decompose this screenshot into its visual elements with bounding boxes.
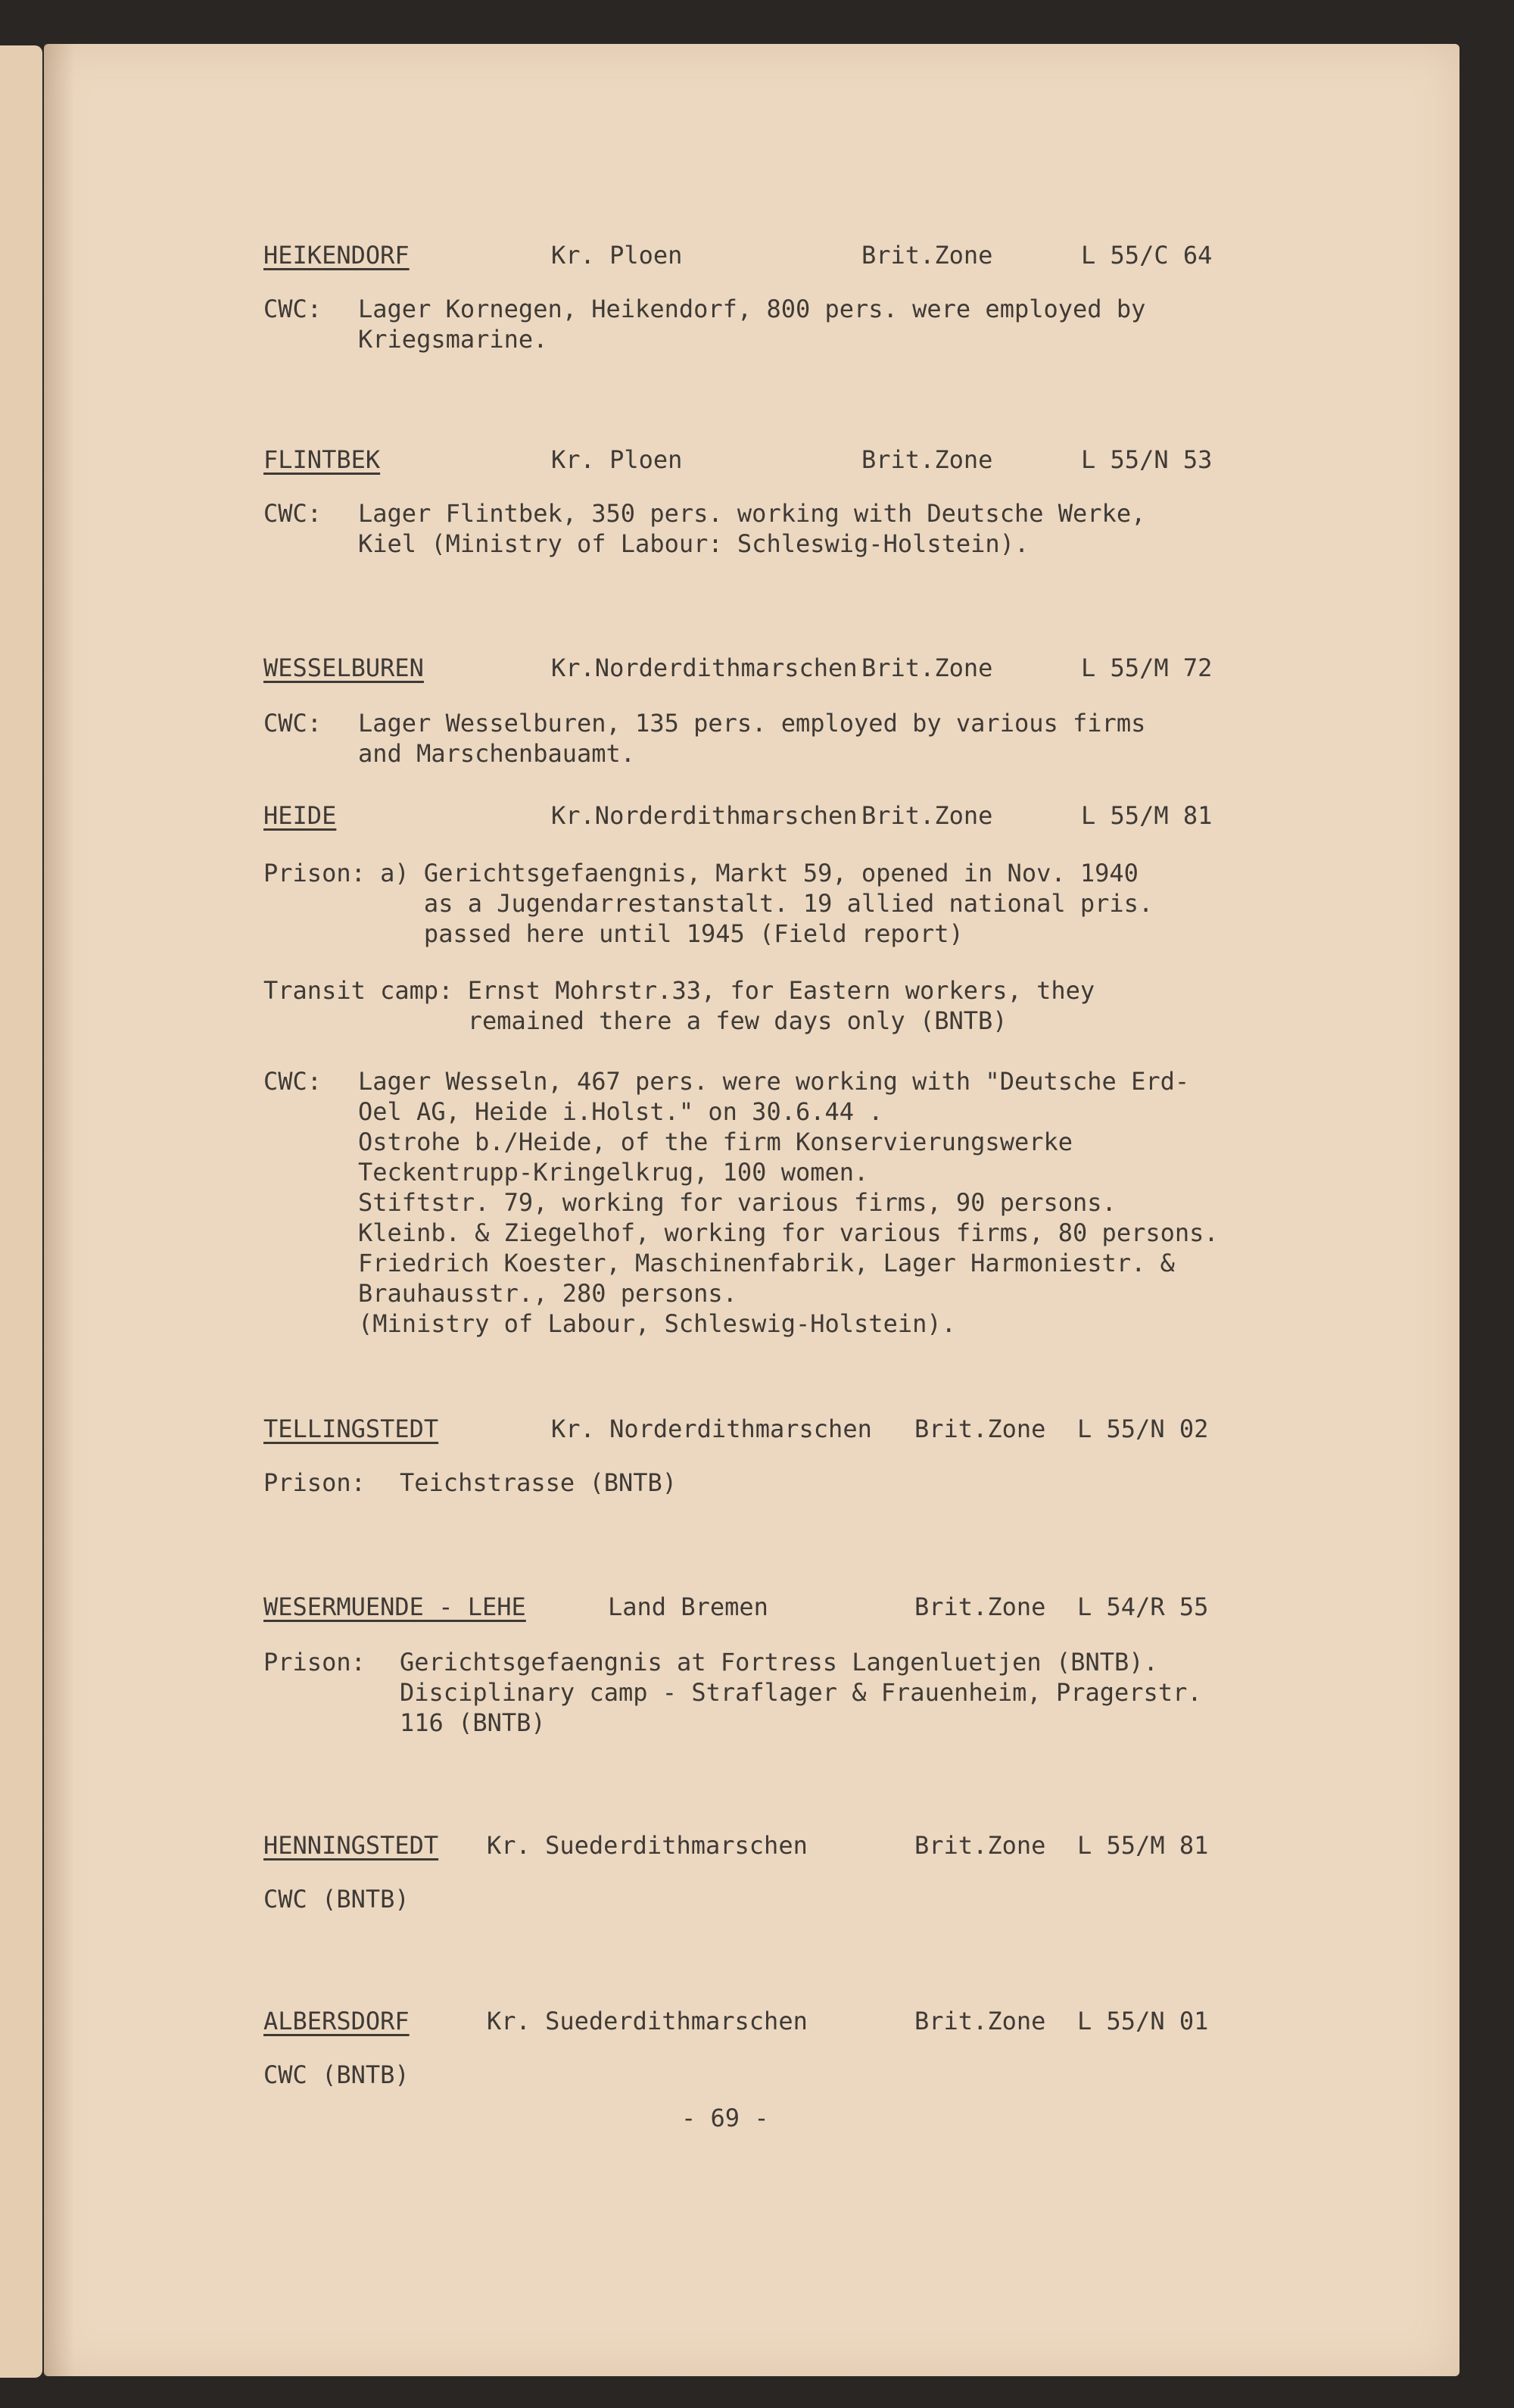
district: Kr. Suederdithmarschen (487, 1831, 808, 1860)
prison-line: as a Jugendarrestanstalt. 19 allied national pris. (263, 889, 1154, 918)
district: Kr.Norderdithmarschen (551, 653, 858, 682)
place-name: TELLINGSTEDT (263, 1415, 439, 1443)
zone: Brit.Zone (861, 801, 993, 830)
grid-ref: L 55/C 64 (1081, 241, 1213, 270)
document-page (44, 44, 1459, 2376)
label: Prison: (263, 1648, 366, 1677)
text-line: Ostrohe b./Heide, of the firm Konservierungswerke (358, 1128, 1073, 1156)
place-name: HEIDE (263, 801, 337, 830)
page-number: - 69 - (681, 2104, 769, 2132)
grid-ref: L 55/M 72 (1081, 653, 1213, 682)
zone: Brit.Zone (861, 445, 993, 474)
text-line: Lager Wesselburen, 135 pers. employed by various firms (358, 709, 1146, 738)
grid-ref: L 55/N 02 (1077, 1415, 1209, 1443)
text-line: 116 (BNTB) (400, 1708, 546, 1737)
entry-header (44, 2007, 1459, 2045)
entry-wesselburen (44, 653, 1459, 768)
label: CWC: (263, 295, 322, 323)
text-line: Kiel (Ministry of Labour: Schleswig-Holstein). (358, 529, 1030, 558)
text-line: Gerichtsgefaengnis at Fortress Langenluetjen (BNTB). (400, 1648, 1158, 1677)
zone: Brit.Zone (861, 241, 993, 270)
label: CWC: (263, 1067, 322, 1096)
transit-line: Transit camp: Ernst Mohrstr.33, for Eastern workers, they (263, 976, 1095, 1005)
label: CWC (BNTB) (263, 1885, 410, 1914)
grid-ref: L 55/N 01 (1077, 2007, 1209, 2035)
place-name: ALBERSDORF (263, 2007, 410, 2035)
district: Land Bremen (608, 1592, 768, 1621)
grid-ref: L 54/R 55 (1077, 1592, 1209, 1621)
text-line: (Ministry of Labour, Schleswig-Holstein). (358, 1309, 956, 1338)
entry-header (44, 801, 1459, 839)
entry-header (44, 1415, 1459, 1452)
district: Kr. Ploen (551, 445, 683, 474)
facing-page-edge (0, 45, 42, 2378)
label: CWC: (263, 709, 322, 738)
text-line: Teckentrupp-Kringelkrug, 100 women. (358, 1158, 869, 1187)
text-line: Lager Kornegen, Heikendorf, 800 pers. were employed by (358, 295, 1146, 323)
place-name: WESERMUENDE - LEHE (263, 1592, 526, 1621)
grid-ref: L 55/M 81 (1081, 801, 1213, 830)
text-line: Lager Wesseln, 467 pers. were working with "Deutsche Erd- (358, 1067, 1190, 1096)
district: Kr.Norderdithmarschen (551, 801, 858, 830)
text-line: and Marschenbauamt. (358, 739, 636, 768)
grid-ref: L 55/M 81 (1077, 1831, 1209, 1860)
entry-henningstedt (44, 1831, 1459, 1914)
entry-heide (44, 801, 1459, 1338)
label: Prison: (263, 1468, 366, 1497)
label: CWC: (263, 499, 322, 528)
entry-header (44, 445, 1459, 483)
text-line: Oel AG, Heide i.Holst." on 30.6.44 . (358, 1097, 883, 1126)
text-line: Kleinb. & Ziegelhof, working for various firms, 80 persons. (358, 1218, 1219, 1247)
zone: Brit.Zone (861, 653, 993, 682)
entry-header (44, 241, 1459, 279)
prison-line: Prison: a) Gerichtsgefaengnis, Markt 59, opened in Nov. 1940 (263, 859, 1139, 887)
transit-line: remained there a few days only (BNTB) (263, 1006, 1008, 1035)
entry-header (44, 1592, 1459, 1630)
text-line: Teichstrasse (BNTB) (400, 1468, 678, 1497)
text-line: Brauhausstr., 280 persons. (358, 1279, 737, 1308)
prison-line: passed here until 1945 (Field report) (263, 919, 964, 948)
district: Kr. Norderdithmarschen (551, 1415, 872, 1443)
text-line: Stiftstr. 79, working for various firms, 90 persons. (358, 1188, 1117, 1217)
text-line: Disciplinary camp - Straflager & Frauenheim, Pragerstr. (400, 1678, 1202, 1707)
text-line: Kriegsmarine. (358, 325, 548, 354)
entry-albersdorf (44, 2007, 1459, 2089)
zone: Brit.Zone (914, 1831, 1046, 1860)
zone: Brit.Zone (914, 1415, 1046, 1443)
text-line: Friedrich Koester, Maschinenfabrik, Lager Harmoniestr. & (358, 1249, 1175, 1277)
zone: Brit.Zone (914, 2007, 1046, 2035)
zone: Brit.Zone (914, 1592, 1046, 1621)
entry-flintbek (44, 445, 1459, 558)
entry-header (44, 653, 1459, 691)
district: Kr. Ploen (551, 241, 683, 270)
entry-wesermuende-lehe (44, 1592, 1459, 1737)
grid-ref: L 55/N 53 (1081, 445, 1213, 474)
district: Kr. Suederdithmarschen (487, 2007, 808, 2035)
place-name: HENNINGSTEDT (263, 1831, 439, 1860)
text-line: Lager Flintbek, 350 pers. working with Deutsche Werke, (358, 499, 1146, 528)
entry-tellingstedt (44, 1415, 1459, 1497)
place-name: WESSELBUREN (263, 653, 424, 682)
place-name: HEIKENDORF (263, 241, 410, 270)
place-name: FLINTBEK (263, 445, 381, 474)
entry-header (44, 1831, 1459, 1869)
entry-heikendorf (44, 241, 1459, 354)
label: CWC (BNTB) (263, 2060, 410, 2089)
